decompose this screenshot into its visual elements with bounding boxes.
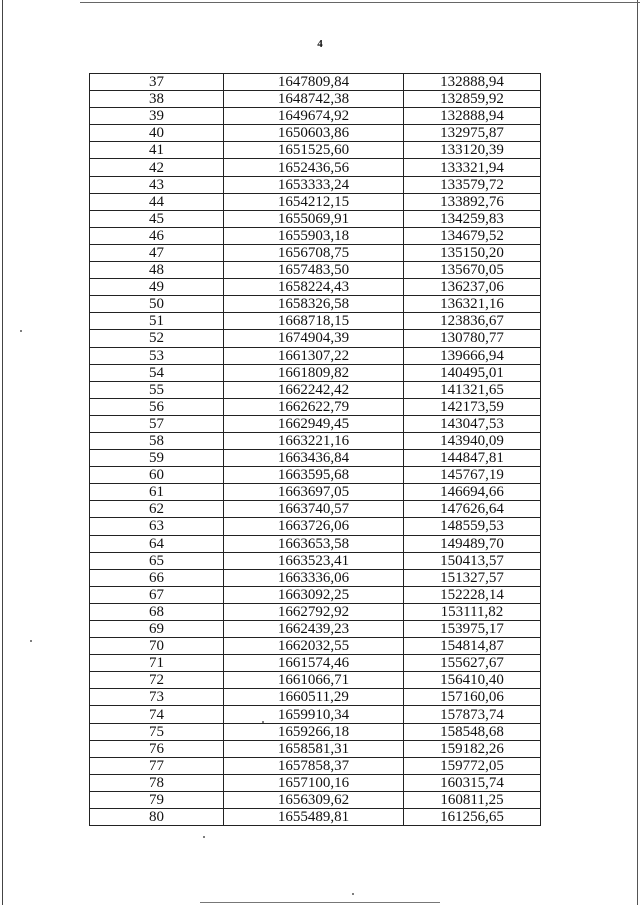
table-row	[90, 142, 541, 159]
point-number-cell: 64	[90, 535, 224, 552]
page-edge-bottom	[200, 902, 440, 903]
y-coordinate-cell: 142173,59	[404, 398, 541, 415]
point-number-cell: 53	[90, 347, 224, 364]
table-row	[90, 159, 541, 176]
coordinates-table	[89, 73, 541, 826]
y-coordinate-cell: 153111,82	[404, 603, 541, 620]
y-coordinate-cell: 160315,74	[404, 774, 541, 791]
point-number-cell: 62	[90, 501, 224, 518]
point-number-cell: 67	[90, 586, 224, 603]
point-number-cell: 42	[90, 159, 224, 176]
x-coordinate-cell: 1662949,45	[224, 415, 404, 432]
y-coordinate-cell: 133321,94	[404, 159, 541, 176]
x-coordinate-cell: 1663436,84	[224, 450, 404, 467]
x-coordinate-cell: 1663595,68	[224, 467, 404, 484]
point-number-cell: 71	[90, 655, 224, 672]
table-row	[90, 518, 541, 535]
point-number-cell: 60	[90, 467, 224, 484]
y-coordinate-cell: 153975,17	[404, 621, 541, 638]
x-coordinate-cell: 1650603,86	[224, 125, 404, 142]
table-row	[90, 484, 541, 501]
point-number-cell: 77	[90, 757, 224, 774]
y-coordinate-cell: 144847,81	[404, 450, 541, 467]
point-number-cell: 74	[90, 706, 224, 723]
y-coordinate-cell: 132888,94	[404, 108, 541, 125]
x-coordinate-cell: 1662032,55	[224, 638, 404, 655]
point-number-cell: 47	[90, 244, 224, 261]
x-coordinate-cell: 1653333,24	[224, 176, 404, 193]
point-number-cell: 72	[90, 672, 224, 689]
table-row	[90, 91, 541, 108]
x-coordinate-cell: 1656708,75	[224, 244, 404, 261]
table-row	[90, 108, 541, 125]
x-coordinate-cell: 1657858,37	[224, 757, 404, 774]
x-coordinate-cell: 1663740,57	[224, 501, 404, 518]
x-coordinate-cell: 1659266,18	[224, 723, 404, 740]
x-coordinate-cell: 1663336,06	[224, 569, 404, 586]
point-number-cell: 41	[90, 142, 224, 159]
table-row	[90, 791, 541, 808]
table-row	[90, 210, 541, 227]
table-row	[90, 347, 541, 364]
x-coordinate-cell: 1662622,79	[224, 398, 404, 415]
table-row	[90, 638, 541, 655]
y-coordinate-cell: 133120,39	[404, 142, 541, 159]
point-number-cell: 44	[90, 193, 224, 210]
y-coordinate-cell: 154814,87	[404, 638, 541, 655]
table-row	[90, 774, 541, 791]
y-coordinate-cell: 150413,57	[404, 552, 541, 569]
table-row	[90, 313, 541, 330]
x-coordinate-cell: 1662792,92	[224, 603, 404, 620]
y-coordinate-cell: 136321,16	[404, 296, 541, 313]
point-number-cell: 37	[90, 74, 224, 91]
table-row	[90, 364, 541, 381]
y-coordinate-cell: 136237,06	[404, 279, 541, 296]
point-number-cell: 54	[90, 364, 224, 381]
table-row	[90, 125, 541, 142]
x-coordinate-cell: 1663726,06	[224, 518, 404, 535]
table-row	[90, 74, 541, 91]
y-coordinate-cell: 161256,65	[404, 809, 541, 826]
x-coordinate-cell: 1661066,71	[224, 672, 404, 689]
table-row	[90, 672, 541, 689]
y-coordinate-cell: 151327,57	[404, 569, 541, 586]
x-coordinate-cell: 1661809,82	[224, 364, 404, 381]
x-coordinate-cell: 1658581,31	[224, 740, 404, 757]
y-coordinate-cell: 157873,74	[404, 706, 541, 723]
point-number-cell: 73	[90, 689, 224, 706]
x-coordinate-cell: 1656309,62	[224, 791, 404, 808]
table-row	[90, 330, 541, 347]
x-coordinate-cell: 1663653,58	[224, 535, 404, 552]
table-row	[90, 740, 541, 757]
x-coordinate-cell: 1668718,15	[224, 313, 404, 330]
table-row	[90, 467, 541, 484]
point-number-cell: 51	[90, 313, 224, 330]
point-number-cell: 56	[90, 398, 224, 415]
scan-speck	[262, 721, 264, 723]
point-number-cell: 78	[90, 774, 224, 791]
table-row	[90, 757, 541, 774]
point-number-cell: 79	[90, 791, 224, 808]
table-row	[90, 723, 541, 740]
x-coordinate-cell: 1652436,56	[224, 159, 404, 176]
y-coordinate-cell: 143940,09	[404, 432, 541, 449]
y-coordinate-cell: 156410,40	[404, 672, 541, 689]
table-row	[90, 450, 541, 467]
point-number-cell: 63	[90, 518, 224, 535]
point-number-cell: 59	[90, 450, 224, 467]
page-edge-top	[80, 2, 640, 3]
point-number-cell: 66	[90, 569, 224, 586]
y-coordinate-cell: 159182,26	[404, 740, 541, 757]
y-coordinate-cell: 134679,52	[404, 227, 541, 244]
y-coordinate-cell: 157160,06	[404, 689, 541, 706]
scan-speck	[30, 640, 32, 642]
table-row	[90, 603, 541, 620]
x-coordinate-cell: 1647809,84	[224, 74, 404, 91]
x-coordinate-cell: 1655069,91	[224, 210, 404, 227]
point-number-cell: 46	[90, 227, 224, 244]
table-row	[90, 398, 541, 415]
y-coordinate-cell: 139666,94	[404, 347, 541, 364]
y-coordinate-cell: 133579,72	[404, 176, 541, 193]
point-number-cell: 43	[90, 176, 224, 193]
y-coordinate-cell: 135670,05	[404, 262, 541, 279]
table-row	[90, 262, 541, 279]
scan-speck	[203, 836, 205, 838]
x-coordinate-cell: 1657100,16	[224, 774, 404, 791]
y-coordinate-cell: 130780,77	[404, 330, 541, 347]
table-row	[90, 552, 541, 569]
point-number-cell: 65	[90, 552, 224, 569]
table-row	[90, 432, 541, 449]
x-coordinate-cell: 1663523,41	[224, 552, 404, 569]
y-coordinate-cell: 159772,05	[404, 757, 541, 774]
x-coordinate-cell: 1658326,58	[224, 296, 404, 313]
x-coordinate-cell: 1663092,25	[224, 586, 404, 603]
point-number-cell: 58	[90, 432, 224, 449]
table-row	[90, 706, 541, 723]
table-row	[90, 621, 541, 638]
coordinates-table-body	[90, 74, 541, 826]
table-row	[90, 176, 541, 193]
y-coordinate-cell: 160811,25	[404, 791, 541, 808]
y-coordinate-cell: 132859,92	[404, 91, 541, 108]
x-coordinate-cell: 1662439,23	[224, 621, 404, 638]
table-row	[90, 415, 541, 432]
table-row	[90, 193, 541, 210]
y-coordinate-cell: 152228,14	[404, 586, 541, 603]
y-coordinate-cell: 135150,20	[404, 244, 541, 261]
x-coordinate-cell: 1662242,42	[224, 381, 404, 398]
x-coordinate-cell: 1663697,05	[224, 484, 404, 501]
point-number-cell: 69	[90, 621, 224, 638]
x-coordinate-cell: 1674904,39	[224, 330, 404, 347]
point-number-cell: 57	[90, 415, 224, 432]
table-row	[90, 689, 541, 706]
table-row	[90, 586, 541, 603]
x-coordinate-cell: 1661574,46	[224, 655, 404, 672]
y-coordinate-cell: 148559,53	[404, 518, 541, 535]
page-number: 4	[317, 38, 323, 50]
x-coordinate-cell: 1661307,22	[224, 347, 404, 364]
y-coordinate-cell: 132975,87	[404, 125, 541, 142]
point-number-cell: 55	[90, 381, 224, 398]
x-coordinate-cell: 1659910,34	[224, 706, 404, 723]
table-row	[90, 244, 541, 261]
point-number-cell: 76	[90, 740, 224, 757]
point-number-cell: 49	[90, 279, 224, 296]
y-coordinate-cell: 134259,83	[404, 210, 541, 227]
y-coordinate-cell: 123836,67	[404, 313, 541, 330]
table-row	[90, 279, 541, 296]
point-number-cell: 61	[90, 484, 224, 501]
y-coordinate-cell: 147626,64	[404, 501, 541, 518]
table-row	[90, 655, 541, 672]
y-coordinate-cell: 141321,65	[404, 381, 541, 398]
x-coordinate-cell: 1649674,92	[224, 108, 404, 125]
y-coordinate-cell: 133892,76	[404, 193, 541, 210]
point-number-cell: 80	[90, 809, 224, 826]
point-number-cell: 38	[90, 91, 224, 108]
y-coordinate-cell: 140495,01	[404, 364, 541, 381]
point-number-cell: 70	[90, 638, 224, 655]
page-edge-right	[637, 0, 638, 905]
point-number-cell: 48	[90, 262, 224, 279]
y-coordinate-cell: 143047,53	[404, 415, 541, 432]
y-coordinate-cell: 146694,66	[404, 484, 541, 501]
point-number-cell: 45	[90, 210, 224, 227]
x-coordinate-cell: 1654212,15	[224, 193, 404, 210]
x-coordinate-cell: 1658224,43	[224, 279, 404, 296]
x-coordinate-cell: 1651525,60	[224, 142, 404, 159]
y-coordinate-cell: 132888,94	[404, 74, 541, 91]
point-number-cell: 50	[90, 296, 224, 313]
point-number-cell: 52	[90, 330, 224, 347]
page-edge-left	[2, 0, 3, 905]
table-row	[90, 296, 541, 313]
x-coordinate-cell: 1657483,50	[224, 262, 404, 279]
scan-speck	[20, 330, 22, 332]
point-number-cell: 39	[90, 108, 224, 125]
table-row	[90, 809, 541, 826]
y-coordinate-cell: 145767,19	[404, 467, 541, 484]
table-row	[90, 227, 541, 244]
y-coordinate-cell: 149489,70	[404, 535, 541, 552]
table-row	[90, 535, 541, 552]
scan-speck	[352, 893, 354, 895]
y-coordinate-cell: 158548,68	[404, 723, 541, 740]
x-coordinate-cell: 1660511,29	[224, 689, 404, 706]
table-row	[90, 569, 541, 586]
table-row	[90, 501, 541, 518]
point-number-cell: 40	[90, 125, 224, 142]
point-number-cell: 68	[90, 603, 224, 620]
x-coordinate-cell: 1655489,81	[224, 809, 404, 826]
x-coordinate-cell: 1663221,16	[224, 432, 404, 449]
y-coordinate-cell: 155627,67	[404, 655, 541, 672]
table-row	[90, 381, 541, 398]
point-number-cell: 75	[90, 723, 224, 740]
x-coordinate-cell: 1655903,18	[224, 227, 404, 244]
x-coordinate-cell: 1648742,38	[224, 91, 404, 108]
